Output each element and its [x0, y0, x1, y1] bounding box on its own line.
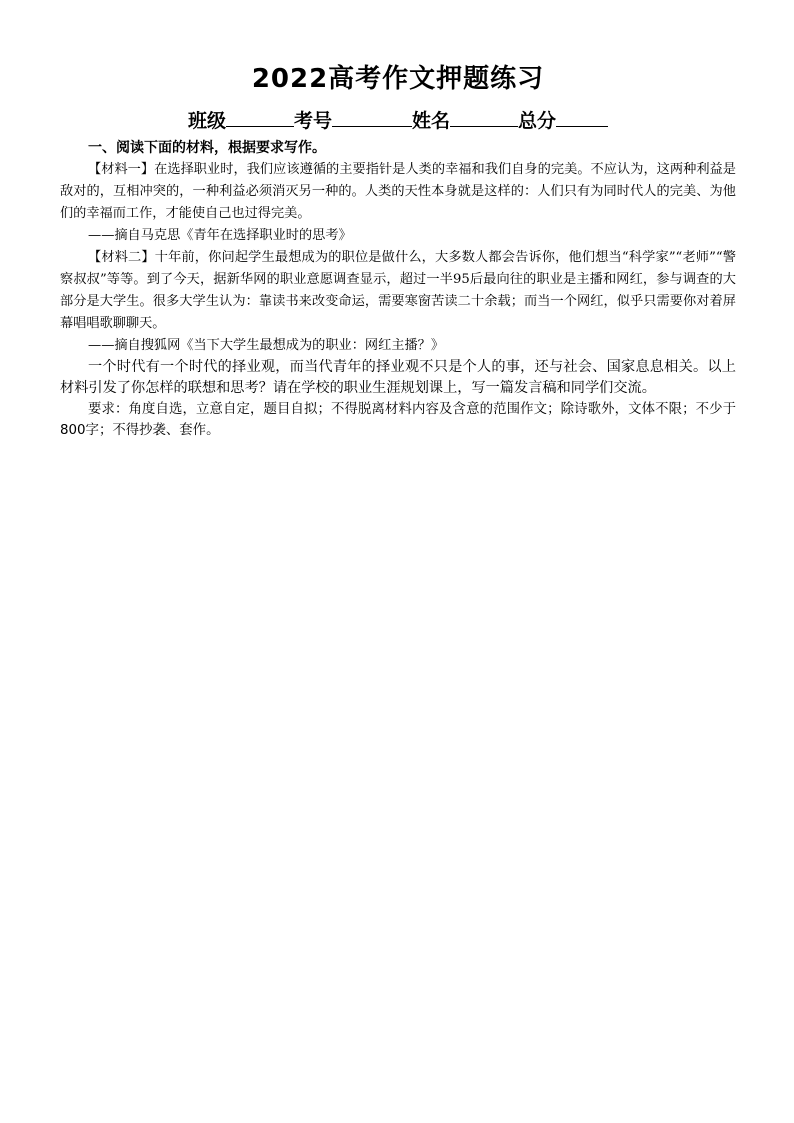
score-blank: [556, 106, 608, 127]
writing-prompt: 一个时代有一个时代的择业观，而当代青年的择业观不只是个人的事，还与社会、国家息息相关。以上材料引发了你怎样的联想和思考？请在学校的职业生涯规划课上，写一篇发言稿和同学们交流。: [60, 359, 736, 396]
class-label: 班级: [187, 110, 226, 132]
writing-requirements: 要求：角度自选，立意自定，题目自拟；不得脱离材料内容及含意的范围作文；除诗歌外，文体不限；不少于 800字；不得抄袭、套作。: [60, 402, 736, 438]
material-one-source: ——摘自马克思《青年在选择职业时的思考》: [88, 228, 352, 243]
document-page: [60, 58, 736, 441]
class-blank: [226, 106, 294, 127]
score-label: 总分: [518, 110, 557, 132]
exam-no-label: 考号: [293, 110, 332, 132]
material-two-text: 【材料二】十年前，你问起学生最想成为的职位是做什么，大多数人都会告诉你，他们想当“科学家”“老师”“警察叔叔”等等。到了今天，据新华网的职业意愿调查显示，超过一半95后最向往的职业是主播和网红，参与调查的大部分是大学生。很多大学生认为：靠读书来改变命运，需要寒窗苦读二十余载；而当一个网红，似乎只需要你对着屏幕唱唱歌聊聊天。: [60, 250, 736, 331]
material-one-text: 【材料一】在选择职业时，我们应该遵循的主要指针是人类的幸福和我们自身的完美。不应认为，这两种利益是敌对的，互相冲突的，一种利益必须消灭另一种的。人类的天性本身就是这样的：人们只有为同时代人的完美、为他们的幸福而工作，才能使自己也过得完美。: [60, 162, 736, 221]
exam-no-blank: [332, 106, 412, 127]
student-info-line: [60, 106, 736, 135]
name-label: 姓名: [412, 110, 451, 132]
section-heading: 一、阅读下面的材料，根据要求写作。: [88, 140, 326, 156]
material-two-source: ——摘自搜狐网《当下大学生最想成为的职业：网红主播？》: [88, 338, 445, 353]
page-title: 2022高考作文押题练习: [251, 64, 545, 94]
name-blank: [450, 106, 518, 127]
